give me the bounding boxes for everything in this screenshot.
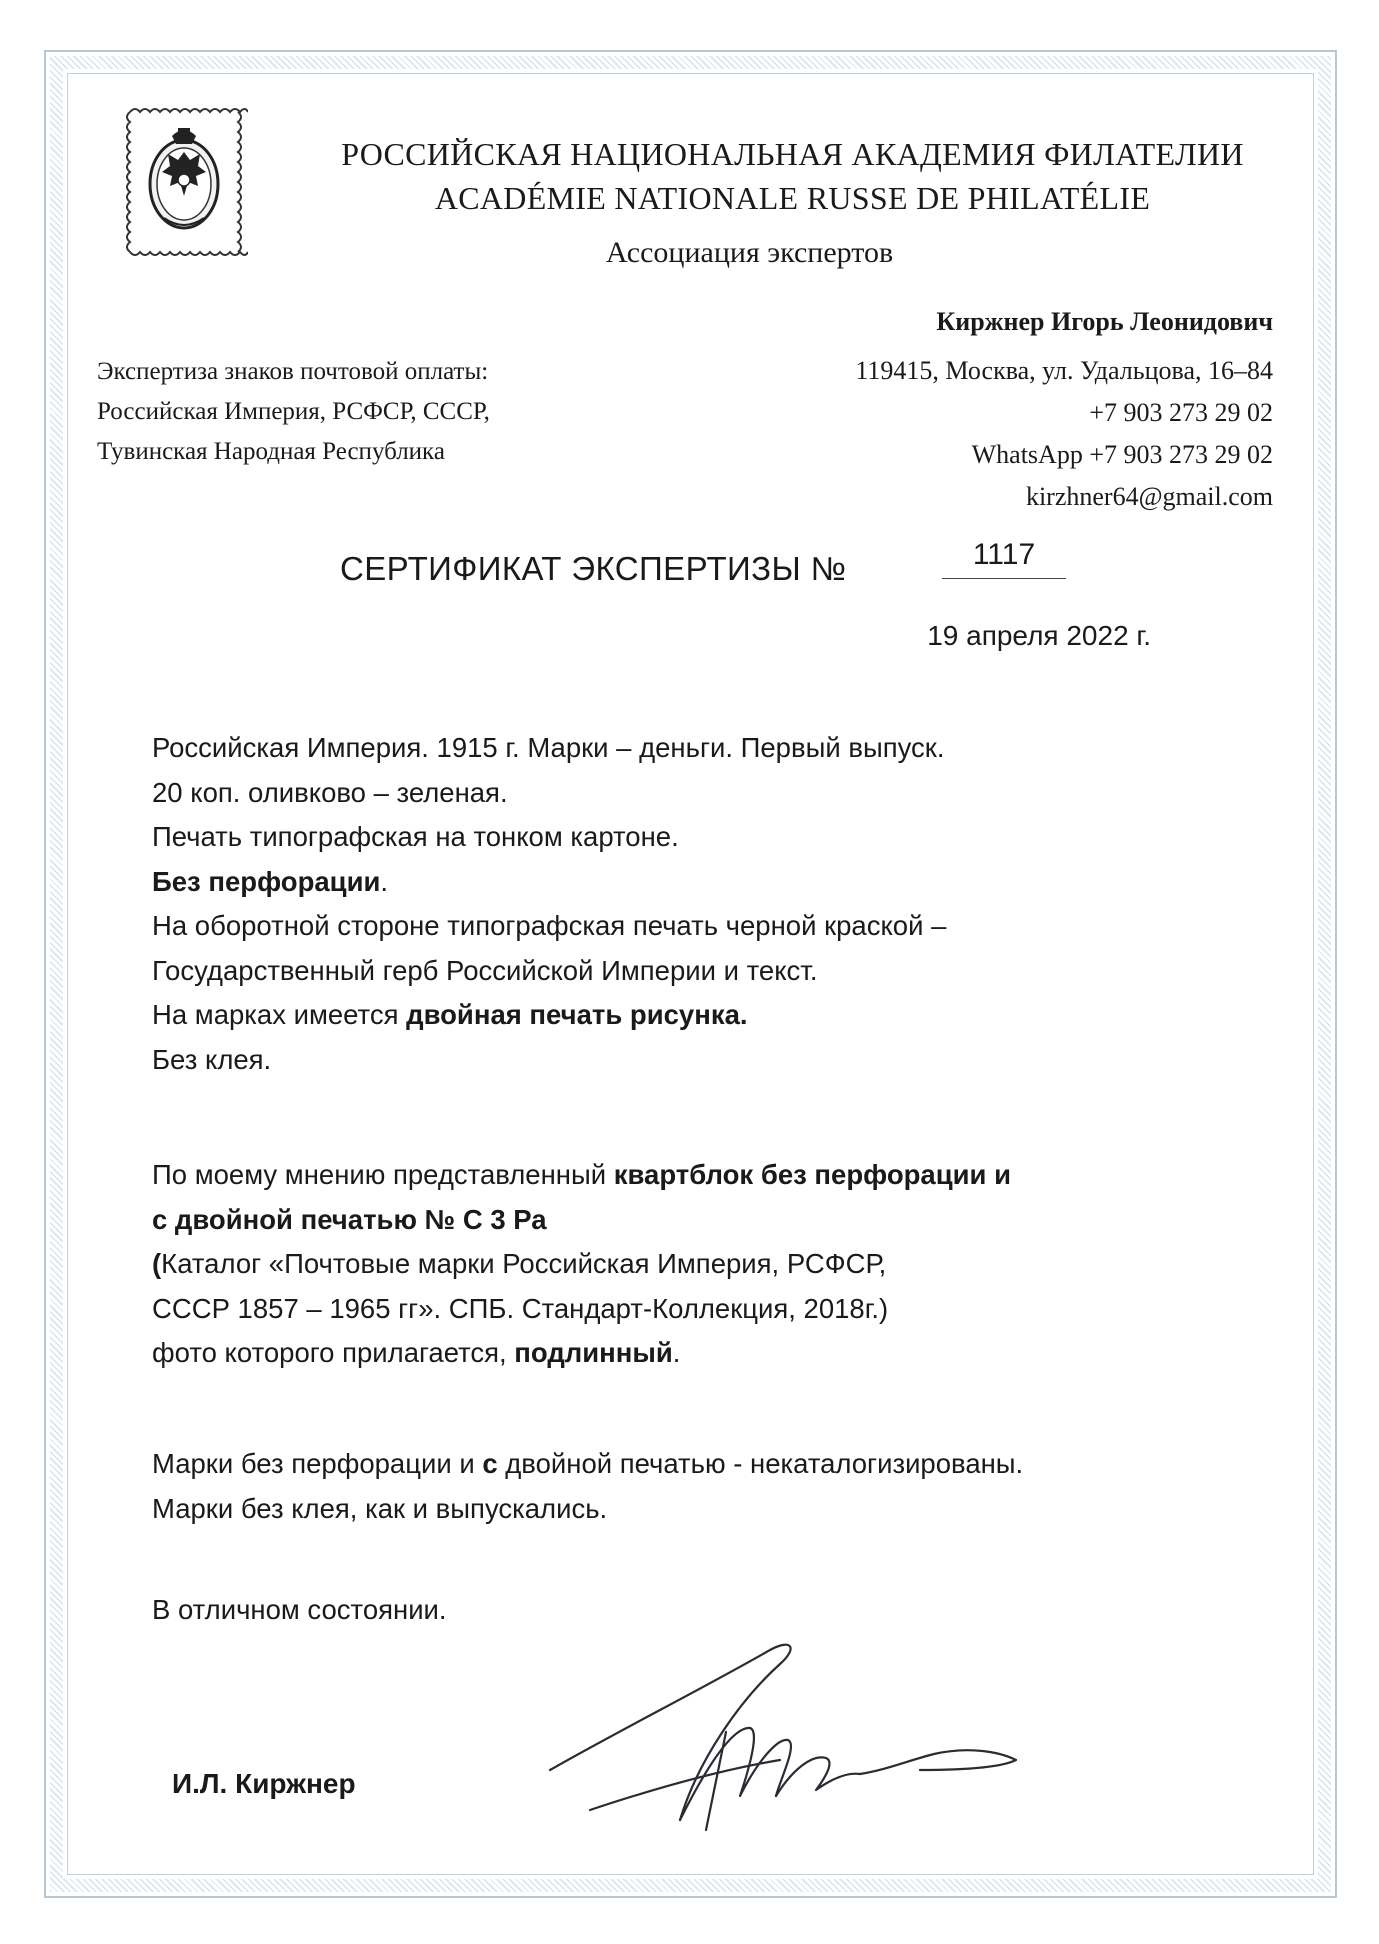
opinion-line (152, 1331, 1272, 1376)
note-text: Марки без перфорации и (152, 1448, 483, 1479)
certificate-number: 1117 (942, 538, 1066, 579)
stamp-description (152, 726, 1272, 1082)
description-line: Государственный герб Российской Империи и текст. (152, 954, 818, 986)
note-text: двойной печатью - некаталогизированы. (497, 1448, 1024, 1479)
signer-name: И.Л. Киржнер (172, 1768, 356, 1799)
opinion-bold-text: ( (152, 1248, 162, 1279)
expert-opinion (152, 1153, 1272, 1376)
expert-email: kirzhner64@gmail.com (1025, 482, 1273, 511)
opinion-bold-text: подлинный (514, 1337, 673, 1368)
expert-address: 119415, Москва, ул. Удальцова, 16–84 (855, 356, 1273, 385)
certificate-date: 19 апреля 2022 г. (927, 620, 1151, 651)
description-line: 20 коп. оливково – зеленая. (152, 776, 508, 808)
opinion-line: с двойной печатью № С 3 Ра (152, 1203, 547, 1235)
note-line (152, 1442, 1272, 1487)
expert-phone: +7 903 273 29 02 (1089, 398, 1273, 427)
expert-name: Киржнер Игорь Леонидович (936, 307, 1273, 336)
note-bold-text: с (482, 1448, 498, 1479)
description-bold-text: Без перфорации (152, 865, 381, 897)
specialization-line: Экспертиза знаков почтовой оплаты: (97, 358, 489, 385)
opinion-text: Каталог «Почтовые марки Российская Империя, РСФСР, (161, 1248, 887, 1279)
description-line: Печать типографская на тонком картоне. (152, 821, 679, 852)
specialization-line: Российская Империя, РСФСР, СССР, (97, 398, 490, 425)
academy-name-french: ACADÉMIE NATIONALE RUSSE DE PHILATÉLIE (434, 180, 1151, 216)
opinion-line (152, 1153, 1272, 1198)
opinion-line: СССР 1857 – 1965 гг». СПБ. Стандарт-Коллекция, 2018г.) (152, 1292, 889, 1324)
academy-name-russian: РОССИЙСКАЯ НАЦИОНАЛЬНАЯ АКАДЕМИЯ ФИЛАТЕЛИИ (341, 136, 1244, 172)
expert-whatsapp: WhatsApp +7 903 273 29 02 (971, 440, 1273, 469)
certificate-title: СЕРТИФИКАТ ЭКСПЕРТИЗЫ № (340, 550, 847, 587)
description-text: На марках имеется (152, 999, 407, 1030)
description-line: Без клея. (152, 1043, 272, 1075)
description-text: . (380, 865, 389, 897)
description-bold-text: двойная печать рисунка. (406, 999, 748, 1030)
condition-line: В отличном состоянии. (152, 1594, 447, 1625)
specialization-line: Тувинская Народная Республика (97, 438, 445, 465)
opinion-text: фото которого прилагается, (152, 1337, 515, 1368)
description-line: Российская Империя. 1915 г. Марки – деньги. Первый выпуск. (152, 732, 945, 763)
opinion-text: По моему мнению представленный (152, 1159, 614, 1190)
description-line (152, 993, 1272, 1038)
description-line: На оборотной стороне типографская печать черной краской – (152, 910, 947, 941)
handwritten-signature-icon (530, 1620, 1030, 1850)
opinion-bold-text: квартблок без перфорации и (613, 1159, 1011, 1190)
catalog-notes (152, 1442, 1272, 1531)
opinion-text: . (672, 1337, 681, 1368)
association-title: Ассоциация экспертов (605, 236, 894, 269)
note-line: Марки без клея, как и выпускались. (152, 1492, 608, 1524)
opinion-line (152, 1242, 1272, 1287)
description-line (152, 860, 1272, 905)
